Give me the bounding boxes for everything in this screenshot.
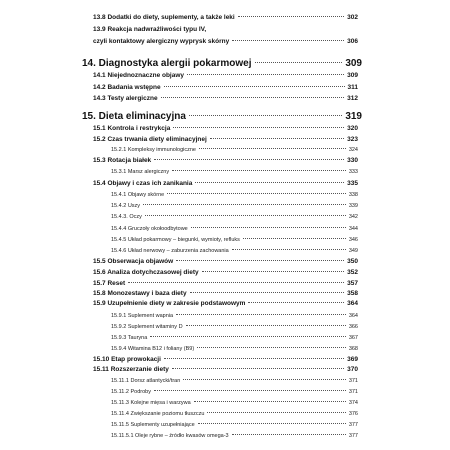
dot-leader	[150, 336, 346, 337]
toc-entry[interactable]	[93, 356, 358, 363]
toc-chapter[interactable]	[82, 111, 362, 122]
toc-entry-title: 14.2 Badania wstępne	[93, 84, 161, 91]
toc-subentry-title: 15.4.5 Układ pokarmowy – biegunki, wymioty, refluks	[111, 237, 240, 243]
toc-subentry[interactable]	[111, 389, 358, 395]
toc-page-number: 346	[348, 237, 358, 243]
toc-entry-title: 15.7 Reset	[93, 280, 126, 287]
toc-subentry[interactable]	[111, 203, 358, 209]
toc-page-number: 339	[348, 203, 358, 209]
toc-page-number: 319	[345, 111, 362, 122]
dot-leader	[190, 292, 345, 293]
toc-subentry[interactable]	[111, 433, 358, 439]
dot-leader	[128, 282, 344, 283]
toc-entry-title: 15.9 Uzupełnienie diety w zakresie podstawowym	[93, 300, 246, 307]
toc-entry[interactable]	[93, 157, 358, 164]
toc-entry-title: 15.11 Rozszerzanie diety	[93, 366, 169, 373]
toc-subentry-title: 15.11.5.1 Oleje rybne – źródło kwasów omega-3	[111, 433, 229, 439]
toc-subentry[interactable]	[111, 237, 358, 243]
toc-subentry-title: 15.2.1 Kompleksy immunologiczne	[111, 147, 196, 153]
dot-leader	[186, 325, 346, 326]
dot-leader	[194, 401, 346, 402]
toc-entry[interactable]	[93, 95, 358, 102]
toc-entry-title: 15.8 Monozestawy i baza diety	[93, 290, 187, 297]
toc-page-number: 367	[348, 335, 358, 341]
toc-entry[interactable]	[93, 125, 358, 132]
toc-page-number: 338	[348, 192, 358, 198]
toc-page-number: 302	[347, 14, 358, 21]
toc-page-number: 324	[348, 147, 358, 153]
toc-entry[interactable]	[93, 280, 358, 287]
toc-subentry[interactable]	[111, 226, 358, 232]
dot-leader	[173, 127, 344, 128]
toc-subentry-title: 15.4.3. Oczy	[111, 214, 142, 220]
toc-entry-title: 15.5 Obserwacja objawów	[93, 258, 174, 265]
toc-chapter[interactable]	[82, 58, 362, 69]
toc-entry-title: 15.1 Kontrola i restrykcja	[93, 125, 171, 132]
toc-page-number: 377	[348, 422, 358, 428]
toc-entry[interactable]	[93, 258, 358, 265]
dot-leader	[176, 260, 344, 261]
toc-entry-title[interactable]: 13.9 Reakcja nadwrażliwości typu IV,	[93, 26, 207, 33]
dot-leader	[164, 86, 345, 87]
toc-page-number: 306	[347, 38, 358, 45]
toc-entry-title: czyli kontaktowy alergiczny wyprysk skórny	[93, 38, 230, 45]
dot-leader	[198, 423, 346, 424]
toc-chapter-title: 14. Diagnostyka alergii pokarmowej	[82, 58, 252, 69]
toc-entry[interactable]	[93, 269, 358, 276]
toc-entry[interactable]	[93, 180, 358, 187]
toc-subentry[interactable]	[111, 422, 358, 428]
dot-leader	[164, 358, 344, 359]
dot-leader	[248, 302, 344, 303]
toc-page-number: 349	[348, 248, 358, 254]
toc-subentry-title: 15.3.1 Marsz alergiczny	[111, 169, 170, 175]
toc-page-number: 352	[347, 269, 358, 276]
toc-subentry[interactable]	[111, 169, 358, 175]
toc-entry[interactable]	[93, 300, 358, 307]
toc-subentry-title: 15.4.6 Układ nerwowy – zaburzenia zachowania	[111, 248, 229, 254]
dot-leader	[172, 170, 346, 171]
toc-page-number: 370	[347, 366, 358, 373]
toc-subentry-title: 15.11.2 Podroby	[111, 389, 151, 395]
toc-entry[interactable]	[93, 290, 358, 297]
dot-leader	[243, 238, 346, 239]
toc-subentry[interactable]	[111, 324, 358, 330]
toc-page-number: 366	[348, 324, 358, 330]
toc-subentry-title: 15.9.3 Tauryna	[111, 335, 148, 341]
toc-entry-title: 15.10 Etap prowokacji	[93, 356, 161, 363]
dot-leader	[202, 271, 345, 272]
toc-page-number: 333	[348, 169, 358, 175]
toc-entry[interactable]	[93, 72, 358, 79]
toc-page-number: 364	[348, 313, 358, 319]
toc-subentry-title: 15.11.1 Dorsz atlantycki/tran	[111, 378, 181, 384]
toc-subentry[interactable]	[111, 335, 358, 341]
toc-subentry-title: 15.9.4 Witamina B12 i foliany (B9)	[111, 346, 195, 352]
toc-subentry-title: 15.4.4 Gruczoły okołoodbytowe	[111, 226, 188, 232]
toc-page-number: 369	[347, 356, 358, 363]
toc-page-number: 311	[347, 84, 358, 91]
toc-page-number: 309	[347, 72, 358, 79]
toc-subentry-title: 15.9.1 Suplement wapnia	[111, 313, 174, 319]
toc-page-number: 320	[347, 125, 358, 132]
toc-subentry-title: 15.4.1 Objawy skórne	[111, 192, 165, 198]
dot-leader	[187, 74, 344, 75]
toc-page-number: 312	[347, 95, 358, 102]
toc-subentry[interactable]	[111, 214, 358, 220]
toc-page-number: 357	[347, 280, 358, 287]
toc-page-number: 371	[348, 378, 358, 384]
dot-leader	[154, 159, 344, 160]
toc-subentry[interactable]	[111, 400, 358, 406]
toc-subentry[interactable]	[111, 378, 358, 384]
dot-leader	[232, 434, 346, 435]
toc-entry[interactable]	[93, 136, 358, 143]
dot-leader	[197, 347, 346, 348]
dot-leader	[167, 193, 346, 194]
dot-leader	[143, 204, 346, 205]
toc-subentry[interactable]	[111, 147, 358, 153]
toc-entry[interactable]	[93, 84, 358, 91]
toc-page-number: 350	[347, 258, 358, 265]
toc-page-number: 330	[347, 157, 358, 164]
toc-entry-title: 15.6 Analiza dotychczasowej diety	[93, 269, 199, 276]
dot-leader	[172, 368, 344, 369]
dot-leader	[145, 215, 346, 216]
toc-page-number: 344	[348, 226, 358, 232]
dot-leader	[210, 138, 344, 139]
toc-subentry[interactable]	[111, 411, 358, 417]
dot-leader	[199, 148, 346, 149]
toc-page-number: 371	[348, 389, 358, 395]
toc-subentry[interactable]	[111, 313, 358, 319]
dot-leader	[176, 314, 346, 315]
toc-subentry[interactable]	[111, 248, 358, 254]
toc-chapter-title: 15. Dieta eliminacyjna	[82, 111, 186, 122]
dot-leader	[232, 40, 344, 41]
toc-entry-title: 15.2 Czas trwania diety eliminacyjnej	[93, 136, 207, 143]
toc-subentry-title: 15.11.3 Kolejne mięsa i warzywa	[111, 400, 191, 406]
dot-leader	[195, 182, 344, 183]
toc-entry-title: 13.8 Dodatki do diety, suplementy, a także leki	[93, 14, 235, 21]
toc-entry-title: 14.3 Testy alergiczne	[93, 95, 158, 102]
toc-subentry[interactable]	[111, 346, 358, 352]
dot-leader	[161, 97, 345, 98]
dot-leader	[232, 249, 346, 250]
dot-leader	[255, 62, 343, 63]
toc-subentry[interactable]	[111, 192, 358, 198]
toc-page-number: 335	[347, 180, 358, 187]
toc-page-number: 376	[348, 411, 358, 417]
toc-subentry-title: 15.4.2 Uszy	[111, 203, 141, 209]
dot-leader	[238, 16, 344, 17]
toc-page-number: 323	[347, 136, 358, 143]
toc-entry-title: 14.1 Niejednoznaczne objawy	[93, 72, 185, 79]
toc-entry[interactable]	[93, 14, 358, 21]
dot-leader	[154, 390, 346, 391]
toc-subentry-title: 15.11.5 Suplementy uzupełniające	[111, 422, 195, 428]
toc-entry-title: 15.4 Objawy i czas ich zanikania	[93, 180, 193, 187]
toc-page-number: 377	[348, 433, 358, 439]
toc-subentry-title: 15.11.4 Zwiększanie poziomu tłuszczu	[111, 411, 205, 417]
toc-entry[interactable]	[93, 38, 358, 45]
toc-subentry-title: 15.9.2 Suplement witaminy D	[111, 324, 183, 330]
toc-page-number: 358	[347, 290, 358, 297]
toc-page-number: 309	[345, 58, 362, 69]
dot-leader	[207, 412, 345, 413]
toc-page-number: 374	[348, 400, 358, 406]
dot-leader	[191, 227, 346, 228]
dot-leader	[183, 379, 346, 380]
toc-page-number: 368	[348, 346, 358, 352]
toc-entry-title: 15.3 Rotacja białek	[93, 157, 152, 164]
toc-page-number: 364	[347, 300, 358, 307]
dot-leader	[189, 115, 342, 116]
toc-page-number: 342	[348, 214, 358, 220]
toc-entry[interactable]	[93, 366, 358, 373]
